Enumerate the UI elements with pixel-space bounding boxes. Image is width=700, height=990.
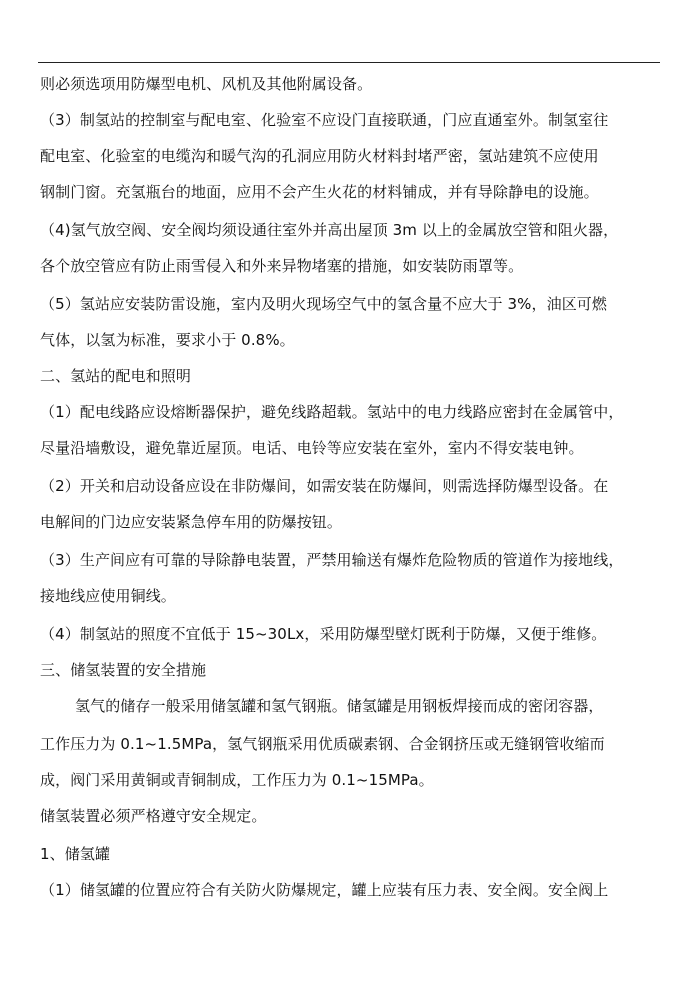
subsection-heading: 1、储氢罐 [40, 845, 111, 863]
header-rule [38, 62, 660, 63]
text-line: （4)氢气放空阀、安全阀均须设通往室外并高出屋顶 3m 以上的金属放空管和阻火器， [40, 221, 619, 239]
text-line: 尽量沿墙敷设，避免靠近屋顶。电话、电铃等应安装在室外，室内不得安装电钟。 [40, 439, 584, 457]
section-heading: 三、储氢装置的安全措施 [40, 661, 207, 679]
text-line: 成，阀门采用黄铜或青铜制成，工作压力为 0.1~15MPa。 [40, 771, 434, 789]
text-line: 各个放空管应有防止雨雪侵入和外来异物堵塞的措施，如安装防雨罩等。 [40, 257, 524, 275]
text-line: 工作压力为 0.1~1.5MPa，氢气钢瓶采用优质碳素钢、合金钢挤压或无缝钢管收缩而 [40, 735, 605, 753]
text-line: 电解间的门边应安装紧急停车用的防爆按钮。 [40, 513, 343, 531]
section-heading: 二、氢站的配电和照明 [40, 367, 192, 385]
text-line: 储氢装置必须严格遵守安全规定。 [40, 807, 267, 825]
text-line: （5）氢站应安装防雷设施，室内及明火现场空气中的氢含量不应大于 3%，油区可燃 [40, 295, 608, 313]
text-line: （4）制氢站的照度不宜低于 15~30Lx，采用防爆型壁灯既利于防爆，又便于维修。 [40, 625, 607, 643]
text-line: 气体，以氢为标准，要求小于 0.8%。 [40, 331, 295, 349]
text-line: （1）储氢罐的位置应符合有关防火防爆规定，罐上应装有压力表、安全阀。安全阀上 [40, 881, 609, 899]
text-line: （1）配电线路应设熔断器保护，避免线路超载。氢站中的电力线路应密封在金属管中， [40, 403, 624, 421]
text-line: （3）制氢站的控制室与配电室、化验室不应设门直接联通，门应直通室外。制氢室往 [40, 111, 609, 129]
text-line: 氢气的储存一般采用储氢罐和氢气钢瓶。储氢罐是用钢板焊接而成的密闭容器， [75, 697, 604, 715]
text-line: 钢制门窗。充氢瓶台的地面，应用不会产生火花的材料铺成，并有导除静电的设施。 [40, 183, 599, 201]
text-line: 配电室、化验室的电缆沟和暖气沟的孔洞应用防火材料封堵严密，氢站建筑不应使用 [40, 147, 599, 165]
text-line: （3）生产间应有可靠的导除静电装置，严禁用输送有爆炸危险物质的管道作为接地线， [40, 551, 624, 569]
text-line: 接地线应使用铜线。 [40, 587, 176, 605]
text-line: 则必须选项用防爆型电机、风机及其他附属设备。 [40, 75, 373, 93]
text-line: （2）开关和启动设备应设在非防爆间，如需安装在防爆间，则需选择防爆型设备。在 [40, 477, 609, 495]
